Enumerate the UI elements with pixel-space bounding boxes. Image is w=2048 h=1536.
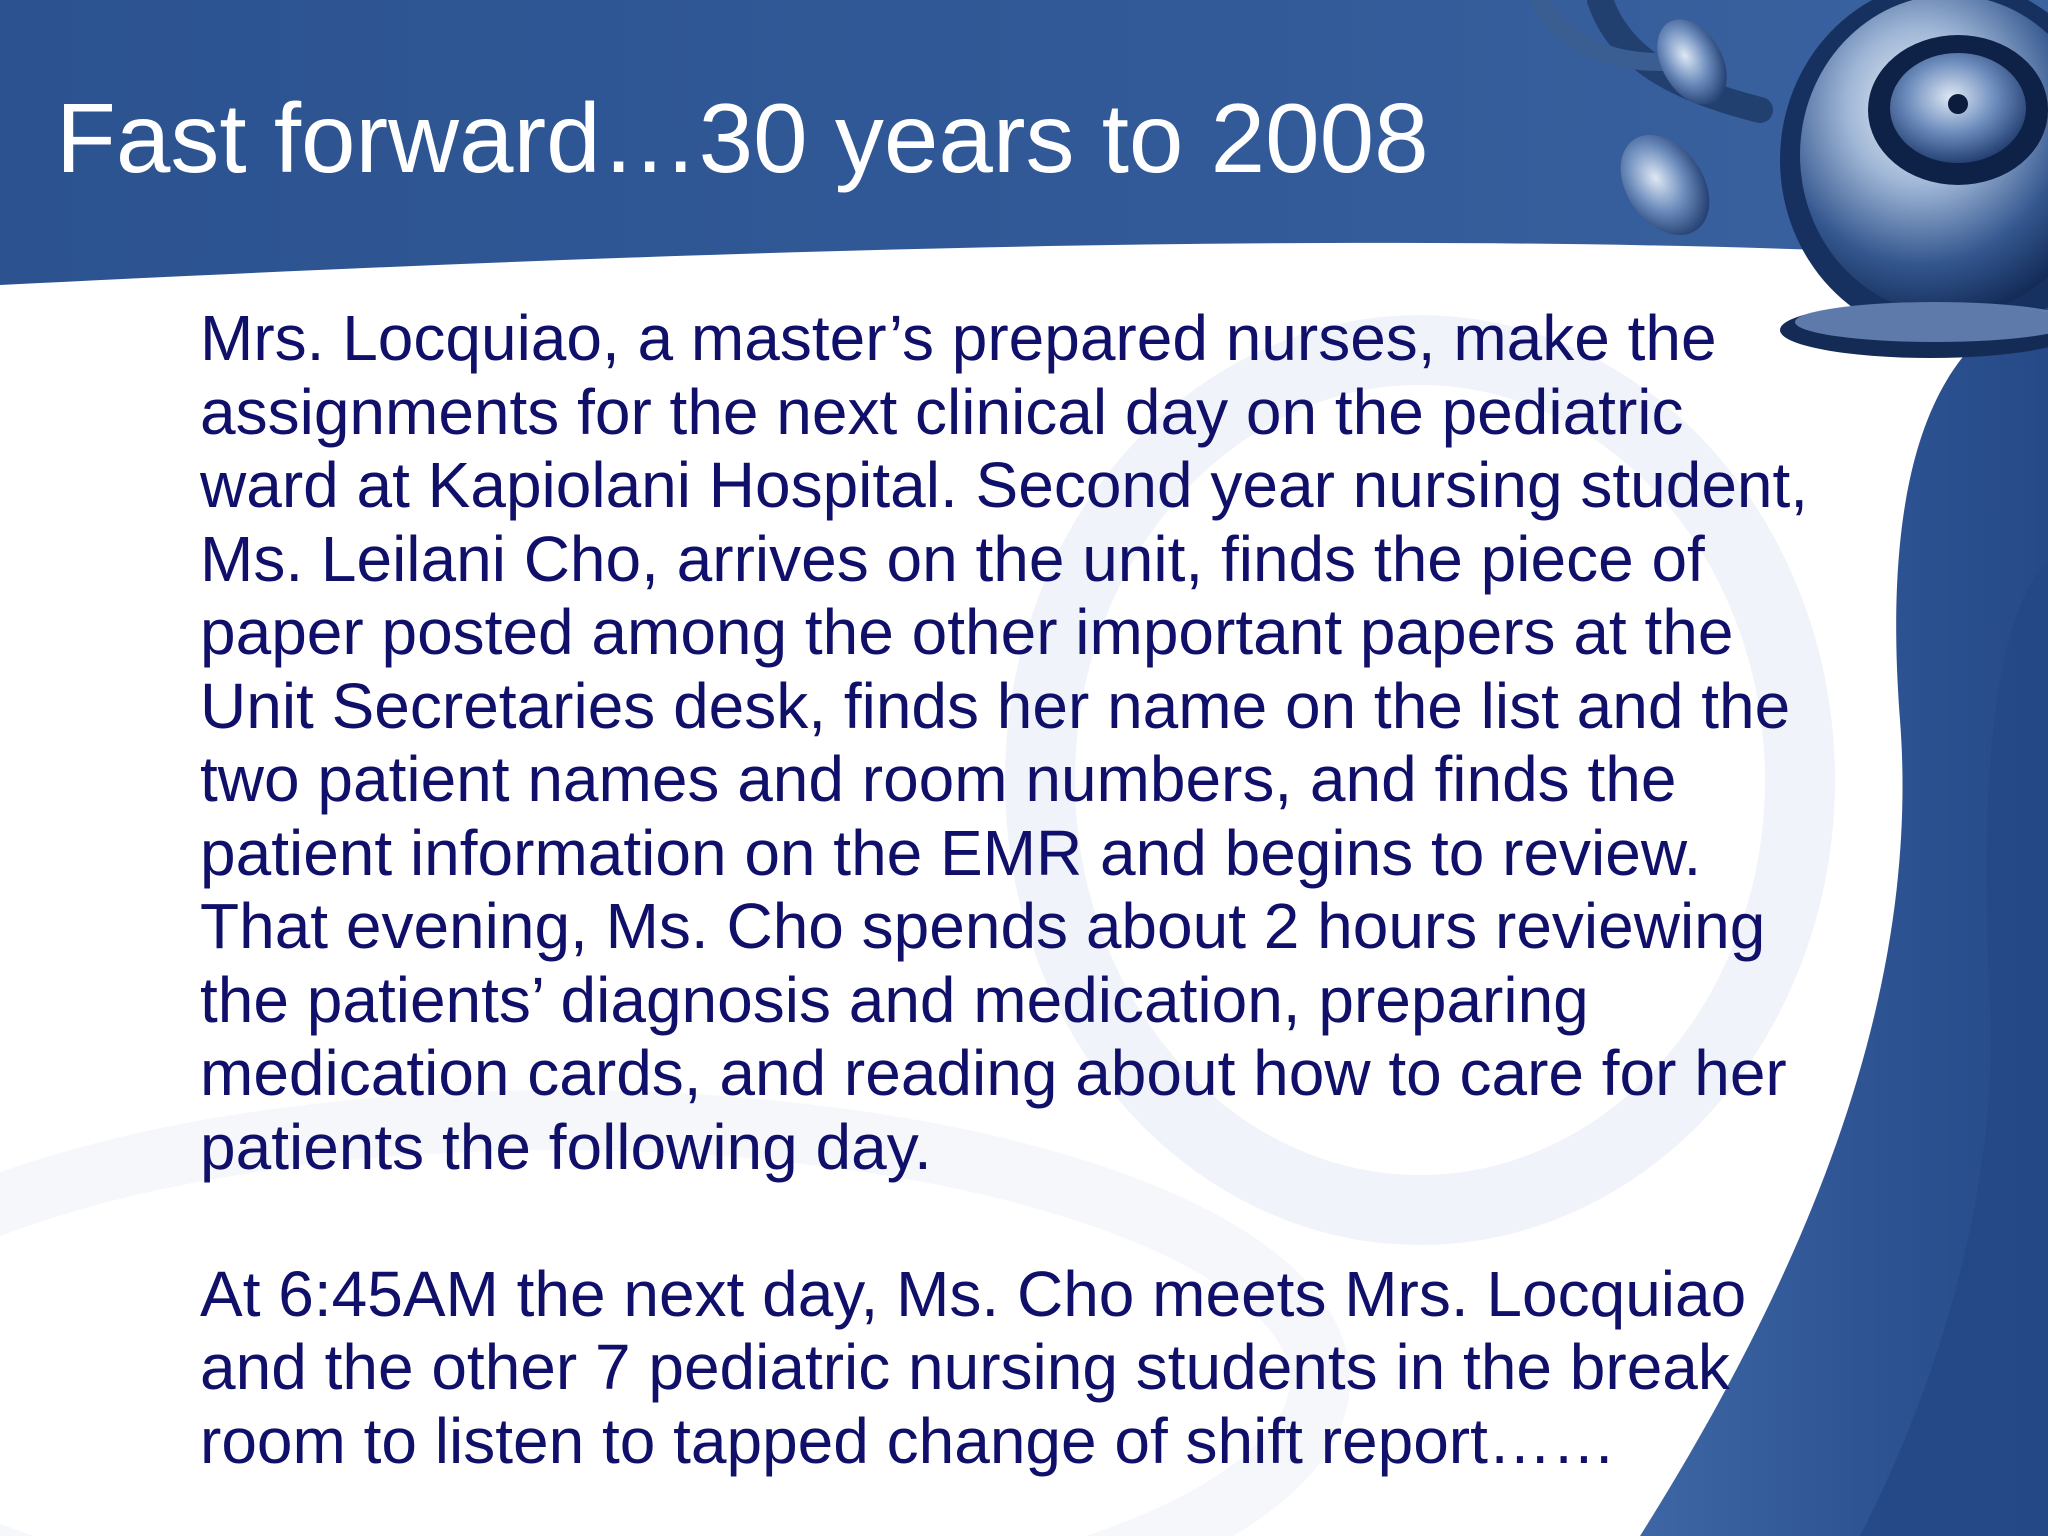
slide-title: Fast forward…30 years to 2008 <box>56 83 1429 193</box>
body-line: paper posted among the other important papers at the <box>200 596 1734 668</box>
body-line: assignments for the next clinical day on the pediatric <box>200 375 1684 448</box>
body-line: That evening, Ms. Cho spends about 2 hours reviewing <box>200 890 1766 962</box>
body-line: patient information on the EMR and begins to review. <box>200 816 1702 889</box>
body-line: the patients’ diagnosis and medication, preparing <box>200 963 1589 1036</box>
body-line: two patient names and room numbers, and finds the <box>200 743 1677 815</box>
body-line: Unit Secretaries desk, finds her name on the list and the <box>200 669 1791 742</box>
body-line: Ms. Leilani Cho, arrives on the unit, finds the piece of <box>200 522 1705 595</box>
slide-body <box>200 302 1940 1478</box>
body-line: At 6:45AM the next day, Ms. Cho meets Mrs. Locquiao <box>200 1257 1747 1330</box>
paragraph-2 <box>200 1258 1940 1479</box>
paragraph-1 <box>200 302 1940 1184</box>
body-line: room to listen to tapped change of shift report…… <box>200 1404 1616 1477</box>
body-line: Mrs. Locquiao, a master’s prepared nurses, make the <box>200 302 1717 374</box>
body-line: ward at Kapiolani Hospital. Second year nursing student, <box>200 449 1809 521</box>
body-line: medication cards, and reading about how to care for her <box>200 1037 1787 1109</box>
body-line: patients the following day. <box>200 1110 932 1183</box>
body-line: and the other 7 pediatric nursing students in the break <box>200 1331 1730 1403</box>
paragraph-gap <box>200 1184 1940 1258</box>
